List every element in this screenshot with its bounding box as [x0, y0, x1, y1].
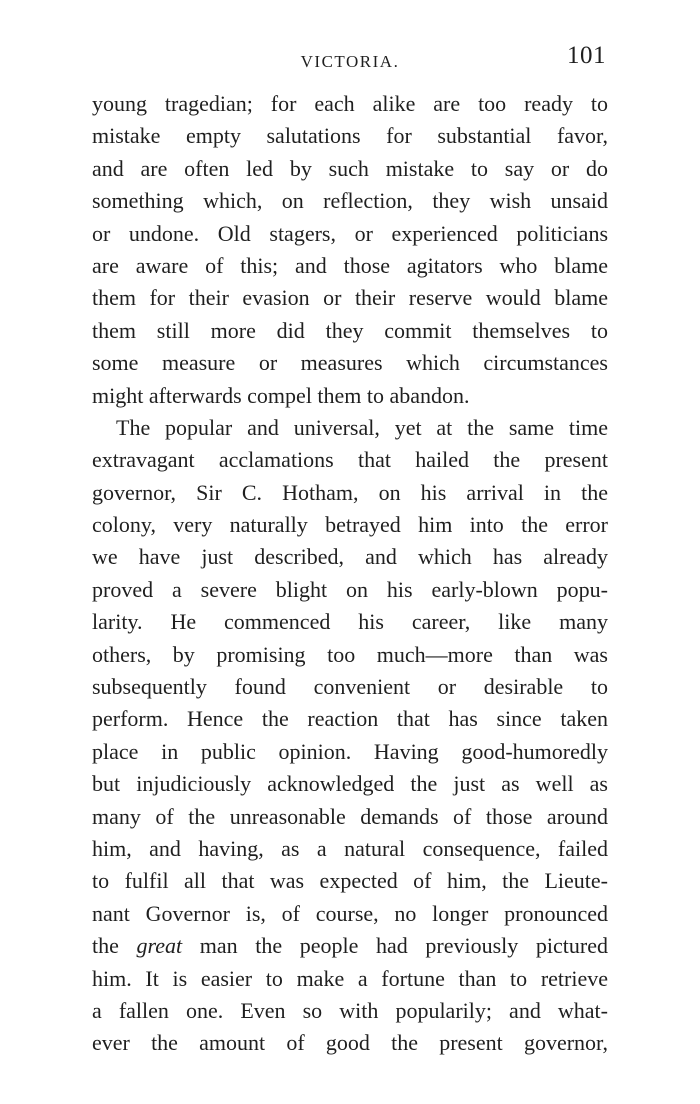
running-head — [92, 42, 608, 78]
text-fragment: man the people had previously pictured — [182, 933, 608, 959]
text-line: nant Governor is, of course, no longer pronounced — [92, 900, 608, 926]
text-line-italic — [92, 930, 608, 962]
text-line: proved a severe blight on his early-blown popu- — [92, 576, 608, 602]
text-line: and are often led by such mistake to say or do — [92, 155, 608, 181]
text-line: them still more did they commit themselves to — [92, 317, 608, 343]
text-line: governor, Sir C. Hotham, on his arrival in the — [92, 479, 608, 505]
text-line: might afterwards compel them to abandon. — [92, 382, 470, 408]
text-line: some measure or measures which circumstances — [92, 350, 608, 376]
text-line: others, by promising too much—more than was — [92, 641, 608, 667]
text-line: colony, very naturally betrayed him into the error — [92, 512, 608, 538]
text-line: ever the amount of good the present governor, — [92, 1030, 608, 1056]
text-line: perform. Hence the reaction that has since taken — [92, 706, 608, 732]
text-line: mistake empty salutations for substantial favor, — [92, 123, 608, 149]
text-line: a fallen one. Even so with popularily; and what- — [92, 997, 608, 1023]
body-text — [92, 88, 608, 1060]
italic-word: great — [136, 933, 183, 959]
text-line: young tragedian; for each alike are too ready to — [92, 91, 608, 116]
text-line: larity. He commenced his career, like many — [92, 609, 608, 635]
text-line: place in public opinion. Having good-humoredly — [92, 738, 608, 764]
text-line: something which, on reflection, they wish unsaid — [92, 188, 608, 214]
text-line: extravagant acclamations that hailed the present — [92, 447, 608, 473]
text-line: but injudiciously acknowledged the just as well as — [92, 771, 608, 797]
text-line: The popular and universal, yet at the same time — [116, 414, 608, 440]
page-number: 101 — [567, 42, 606, 69]
text-line: we have just described, and which has already — [92, 544, 608, 570]
text-line: him, and having, as a natural consequence, failed — [92, 835, 608, 861]
text-line: are aware of this; and those agitators who blame — [92, 252, 608, 278]
text-line: him. It is easier to make a fortune than to retrieve — [92, 965, 608, 991]
text-line: them for their evasion or their reserve would blame — [92, 285, 608, 311]
running-title: VICTORIA. — [300, 52, 400, 71]
text-fragment: the — [92, 933, 137, 959]
text-line: many of the unreasonable demands of those around — [92, 803, 608, 829]
text-line: or undone. Old stagers, or experienced politicians — [92, 220, 608, 246]
text-line: subsequently found convenient or desirable to — [92, 674, 608, 700]
text-line: to fulfil all that was expected of him, the Lieute- — [92, 868, 608, 894]
